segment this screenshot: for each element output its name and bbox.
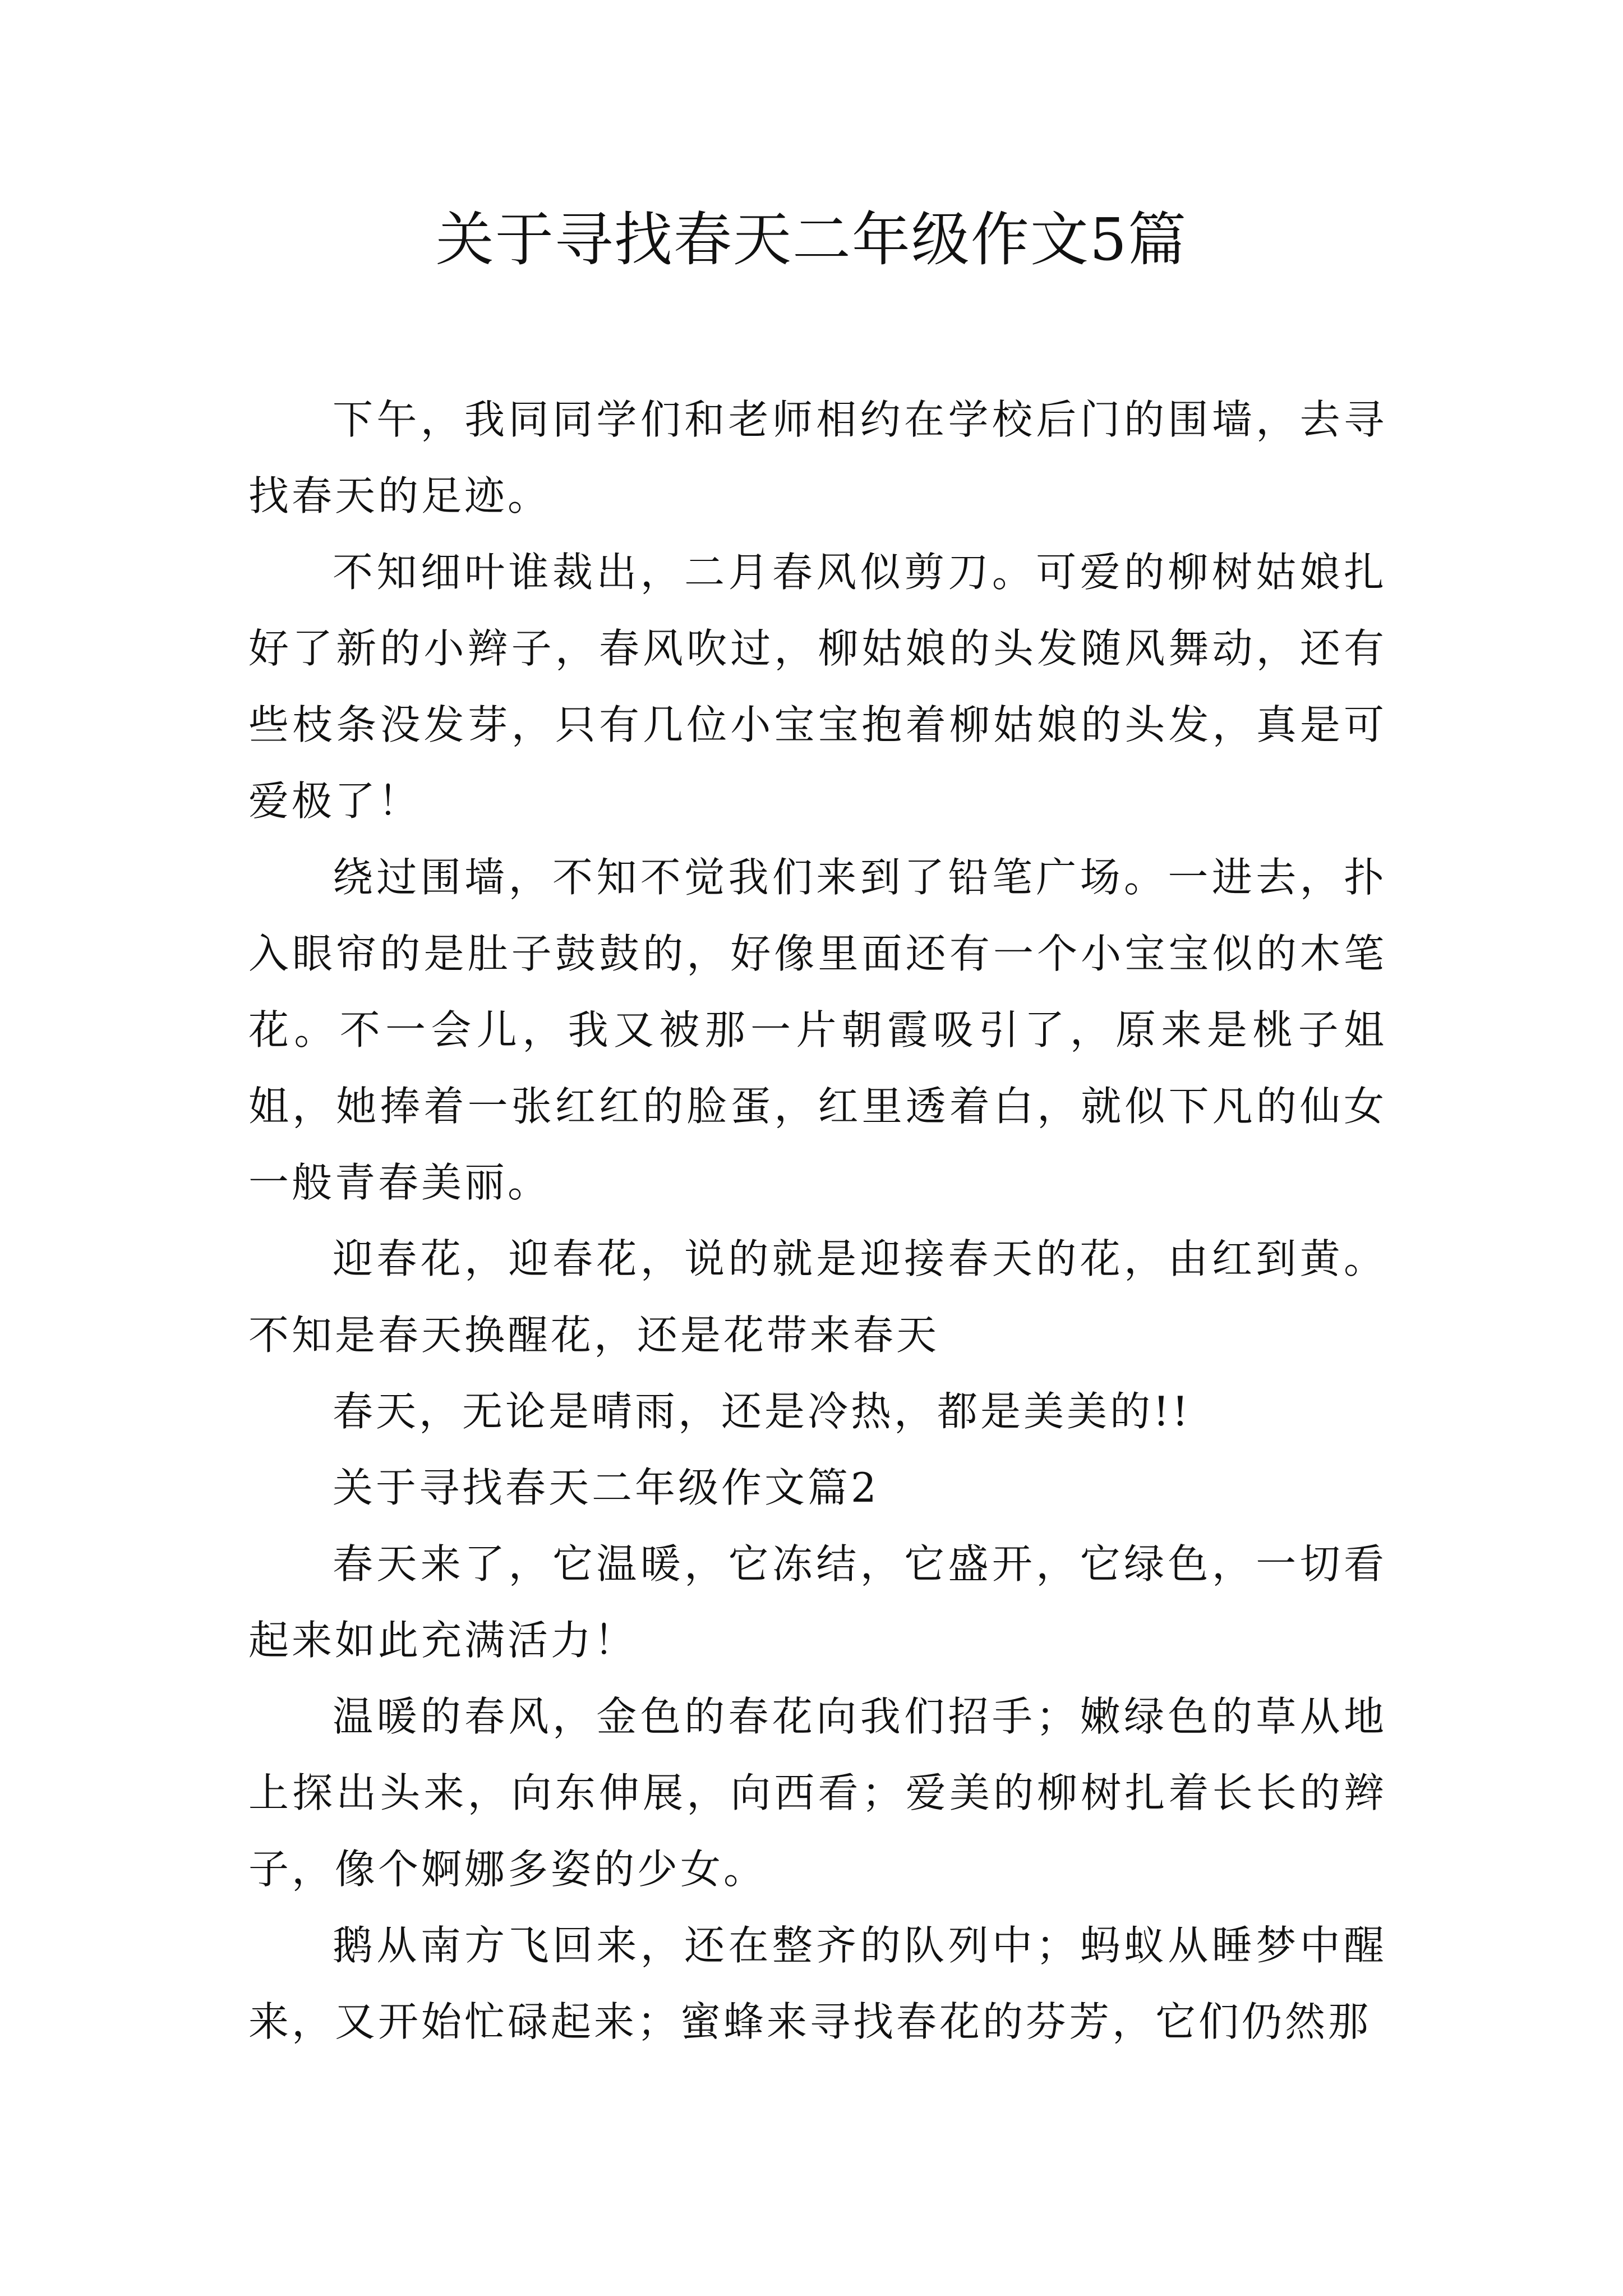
paragraph: 绕过围墙，不知不觉我们来到了铅笔广场。一进去，扑入眼帘的是肚子鼓鼓的，好像里面还有一个小宝宝似的木笔花。不一会儿，我又被那一片朝霞吸引了，原来是桃子姐姐，她捧着一张红红的脸蛋，红里透着白，就似下凡的仙女一般青春美丽。 [248,854,1387,1206]
document-body [248,381,1387,2060]
paragraph: 迎春花，迎春花，说的就是迎接春天的花，由红到黄。不知是春天换醒花，还是花带来春天 [248,1235,1387,1359]
section-heading: 关于寻找春天二年级作文篇2 [333,1464,879,1511]
paragraph: 不知细叶谁裁出，二月春风似剪刀。可爱的柳树姑娘扎好了新的小辫子，春风吹过，柳姑娘的头发随风舞动，还有些枝条没发芽，只有几位小宝宝抱着柳姑娘的头发，真是可爱极了！ [248,549,1387,825]
paragraph: 鹅从南方飞回来，还在整齐的队列中；蚂蚁从睡梦中醒来，又开始忙碌起来；蜜蜂来寻找春花的芬芳，它们仍然那 [248,1922,1387,2045]
page-title: 关于寻找春天二年级作文5篇 [435,205,1188,274]
paragraph: 温暖的春风，金色的春花向我们招手；嫩绿色的草从地上探出头来，向东伸展，向西看；爱美的柳树扎着长长的辫子，像个婀娜多姿的少女。 [248,1693,1387,1893]
paragraph: 下午，我同同学们和老师相约在学校后门的围墙，去寻找春天的足迹。 [248,396,1387,519]
paragraph: 春天，无论是晴雨，还是冷热，都是美美的!! [333,1388,1191,1435]
paragraph: 春天来了，它温暖，它冻结，它盛开，它绿色，一切看起来如此充满活力！ [248,1540,1387,1664]
